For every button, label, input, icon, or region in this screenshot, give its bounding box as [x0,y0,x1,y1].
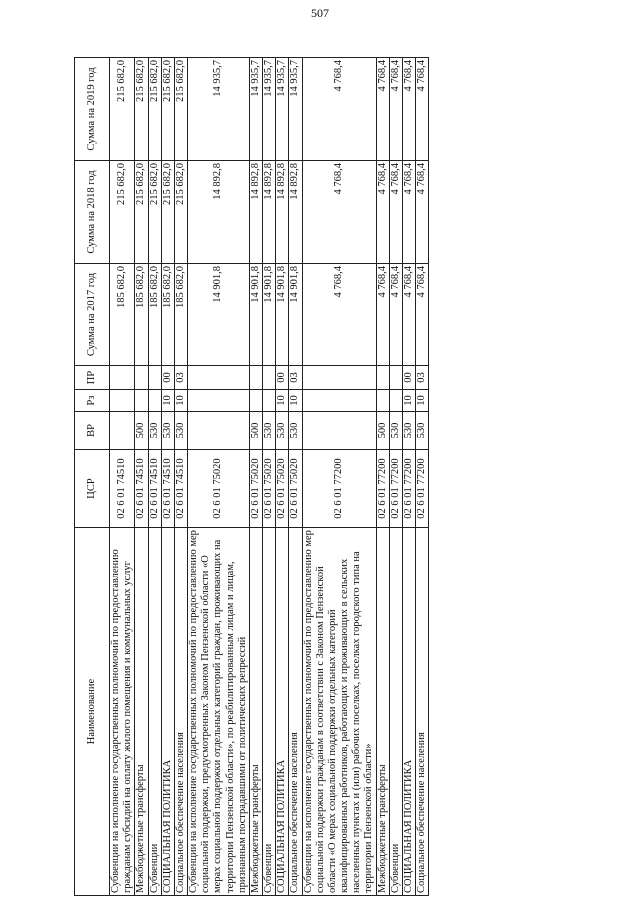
row-rz [135,390,148,412]
row-rz [148,390,161,412]
row-amount-2019: 4 768,4 [376,58,389,161]
header-rz: Рз [75,390,110,412]
row-rz [302,390,376,412]
row-name: Субвенции [263,528,276,896]
row-amount-2017: 4 768,4 [302,264,376,366]
row-amount-2018: 4 768,4 [389,161,402,264]
row-rz [249,390,262,412]
row-amount-2019: 14 935,7 [188,58,250,161]
row-csr: 02 6 01 77200 [302,450,376,528]
row-amount-2019: 14 935,7 [289,58,302,161]
row-csr: 02 6 01 77200 [389,450,402,528]
row-amount-2017: 14 901,8 [276,264,289,366]
row-amount-2017: 4 768,4 [402,264,415,366]
row-amount-2017: 4 768,4 [389,264,402,366]
row-amount-2018: 14 892,8 [188,161,250,264]
table-row [402,58,415,896]
row-amount-2018: 14 892,8 [276,161,289,264]
row-pr [376,366,389,390]
row-pr [263,366,276,390]
row-amount-2019: 215 682,0 [148,58,161,161]
row-pr [249,366,262,390]
page-number: 507 [311,6,329,20]
row-rz: 10 [161,390,174,412]
row-amount-2018: 215 682,0 [174,161,187,264]
row-vr: 530 [416,412,429,450]
row-vr: 530 [174,412,187,450]
row-amount-2017: 4 768,4 [416,264,429,366]
row-amount-2019: 4 768,4 [389,58,402,161]
row-csr: 02 6 01 75020 [276,450,289,528]
row-amount-2019: 14 935,7 [276,58,289,161]
row-amount-2019: 14 935,7 [249,58,262,161]
row-amount-2017: 185 682,0 [135,264,148,366]
row-vr: 530 [402,412,415,450]
header-2018: Сумма на 2018 год [75,161,110,264]
row-name: Межбюджетные трансферты [135,528,148,896]
row-amount-2019: 215 682,0 [174,58,187,161]
row-rz [110,390,135,412]
row-name: Социальное обеспечение населения [416,528,429,896]
row-csr: 02 6 01 77200 [402,450,415,528]
row-csr: 02 6 01 75020 [263,450,276,528]
header-pr: ПР [75,366,110,390]
row-pr [389,366,402,390]
row-name: Субвенции на исполнение государственных полномочий по предоставлению мер социальной поддержки, предусмотренных Законом Пензенской области «О мерах социальной поддержки отдельных категорий граждан, проживающих на территории Пензенской области», по реабилитированным лицам и лицам, признанным пострадавшими от политических репрессий [188,528,250,896]
row-vr: 500 [376,412,389,450]
row-csr: 02 6 01 77200 [416,450,429,528]
row-csr: 02 6 01 75020 [188,450,250,528]
row-pr [188,366,250,390]
budget-table [74,57,429,896]
row-vr: 530 [161,412,174,450]
row-amount-2018: 4 768,4 [302,161,376,264]
row-amount-2018: 14 892,8 [289,161,302,264]
row-amount-2017: 185 682,0 [110,264,135,366]
row-vr: 530 [276,412,289,450]
row-csr: 02 6 01 77200 [376,450,389,528]
row-amount-2019: 14 935,7 [263,58,276,161]
row-csr: 02 6 01 74510 [110,450,135,528]
table-row [135,58,148,896]
row-pr: 00 [276,366,289,390]
row-amount-2019: 4 768,4 [416,58,429,161]
row-vr: 500 [135,412,148,450]
row-amount-2019: 215 682,0 [110,58,135,161]
row-pr [148,366,161,390]
table-row [389,58,402,896]
row-pr [135,366,148,390]
table-body [110,58,429,896]
table-row [289,58,302,896]
row-amount-2018: 4 768,4 [376,161,389,264]
row-name: Социальное обеспечение населения [174,528,187,896]
row-name: Субвенции на исполнение государственных полномочий по предоставлению мер социальной поддержки гражданам в соответствии с Законом Пензенской области «О мерах социальной поддержки отдельных категорий квалифицированных работников, работающих и проживающих в сельских населенных пунктах и (или) рабочих поселках, поселках городского типа на территории Пензенской области» [302,528,376,896]
header-2017: Сумма на 2017 год [75,264,110,366]
row-rz: 10 [289,390,302,412]
row-csr: 02 6 01 74510 [174,450,187,528]
row-name: Субвенции на исполнение государственных полномочий по предоставлению гражданам субсидий на оплату жилого помещения и коммунальных услуг [110,528,135,896]
row-vr: 530 [289,412,302,450]
row-vr: 530 [148,412,161,450]
row-name: Субвенции [148,528,161,896]
row-amount-2017: 14 901,8 [263,264,276,366]
row-amount-2018: 215 682,0 [135,161,148,264]
row-amount-2017: 185 682,0 [174,264,187,366]
table-row [263,58,276,896]
row-rz [376,390,389,412]
row-name: Межбюджетные трансферты [376,528,389,896]
row-name: Межбюджетные трансферты [249,528,262,896]
row-vr [302,412,376,450]
row-name: Социальное обеспечение населения [289,528,302,896]
row-rz [263,390,276,412]
row-name: СОЦИАЛЬНАЯ ПОЛИТИКА [402,528,415,896]
row-csr: 02 6 01 74510 [148,450,161,528]
row-rz: 10 [174,390,187,412]
row-amount-2017: 185 682,0 [148,264,161,366]
row-amount-2018: 215 682,0 [161,161,174,264]
table-row [174,58,187,896]
row-pr: 03 [416,366,429,390]
row-pr [302,366,376,390]
row-pr [110,366,135,390]
row-rz: 10 [416,390,429,412]
header-name: Наименование [75,528,110,896]
row-amount-2019: 215 682,0 [161,58,174,161]
table-row [276,58,289,896]
header-csr: ЦСР [75,450,110,528]
row-rz [389,390,402,412]
table-row [416,58,429,896]
row-pr: 03 [289,366,302,390]
row-rz [188,390,250,412]
table-header-row [75,58,110,896]
row-amount-2018: 4 768,4 [416,161,429,264]
table-row [148,58,161,896]
row-csr: 02 6 01 74510 [135,450,148,528]
row-name: Субвенции [389,528,402,896]
row-amount-2017: 14 901,8 [289,264,302,366]
table-row [249,58,262,896]
row-rz: 10 [276,390,289,412]
row-vr [110,412,135,450]
row-pr: 00 [402,366,415,390]
row-vr: 530 [389,412,402,450]
table-row [376,58,389,896]
header-vr: ВР [75,412,110,450]
row-amount-2019: 4 768,4 [402,58,415,161]
table-row [302,58,376,896]
row-name: СОЦИАЛЬНАЯ ПОЛИТИКА [161,528,174,896]
row-amount-2018: 215 682,0 [110,161,135,264]
row-amount-2018: 14 892,8 [263,161,276,264]
row-pr: 03 [174,366,187,390]
row-amount-2018: 4 768,4 [402,161,415,264]
row-vr: 500 [249,412,262,450]
header-2019: Сумма на 2019 год [75,58,110,161]
row-vr [188,412,250,450]
row-amount-2017: 14 901,8 [249,264,262,366]
row-csr: 02 6 01 75020 [249,450,262,528]
row-rz: 10 [402,390,415,412]
row-amount-2017: 4 768,4 [376,264,389,366]
row-vr: 530 [263,412,276,450]
table-row [161,58,174,896]
row-csr: 02 6 01 74510 [161,450,174,528]
row-amount-2019: 4 768,4 [302,58,376,161]
row-csr: 02 6 01 75020 [289,450,302,528]
budget-table-sheet [74,58,574,896]
table-row [110,58,135,896]
row-amount-2017: 185 682,0 [161,264,174,366]
row-amount-2019: 215 682,0 [135,58,148,161]
row-pr: 00 [161,366,174,390]
row-name: СОЦИАЛЬНАЯ ПОЛИТИКА [276,528,289,896]
row-amount-2018: 14 892,8 [249,161,262,264]
row-amount-2017: 14 901,8 [188,264,250,366]
row-amount-2018: 215 682,0 [148,161,161,264]
table-row [188,58,250,896]
